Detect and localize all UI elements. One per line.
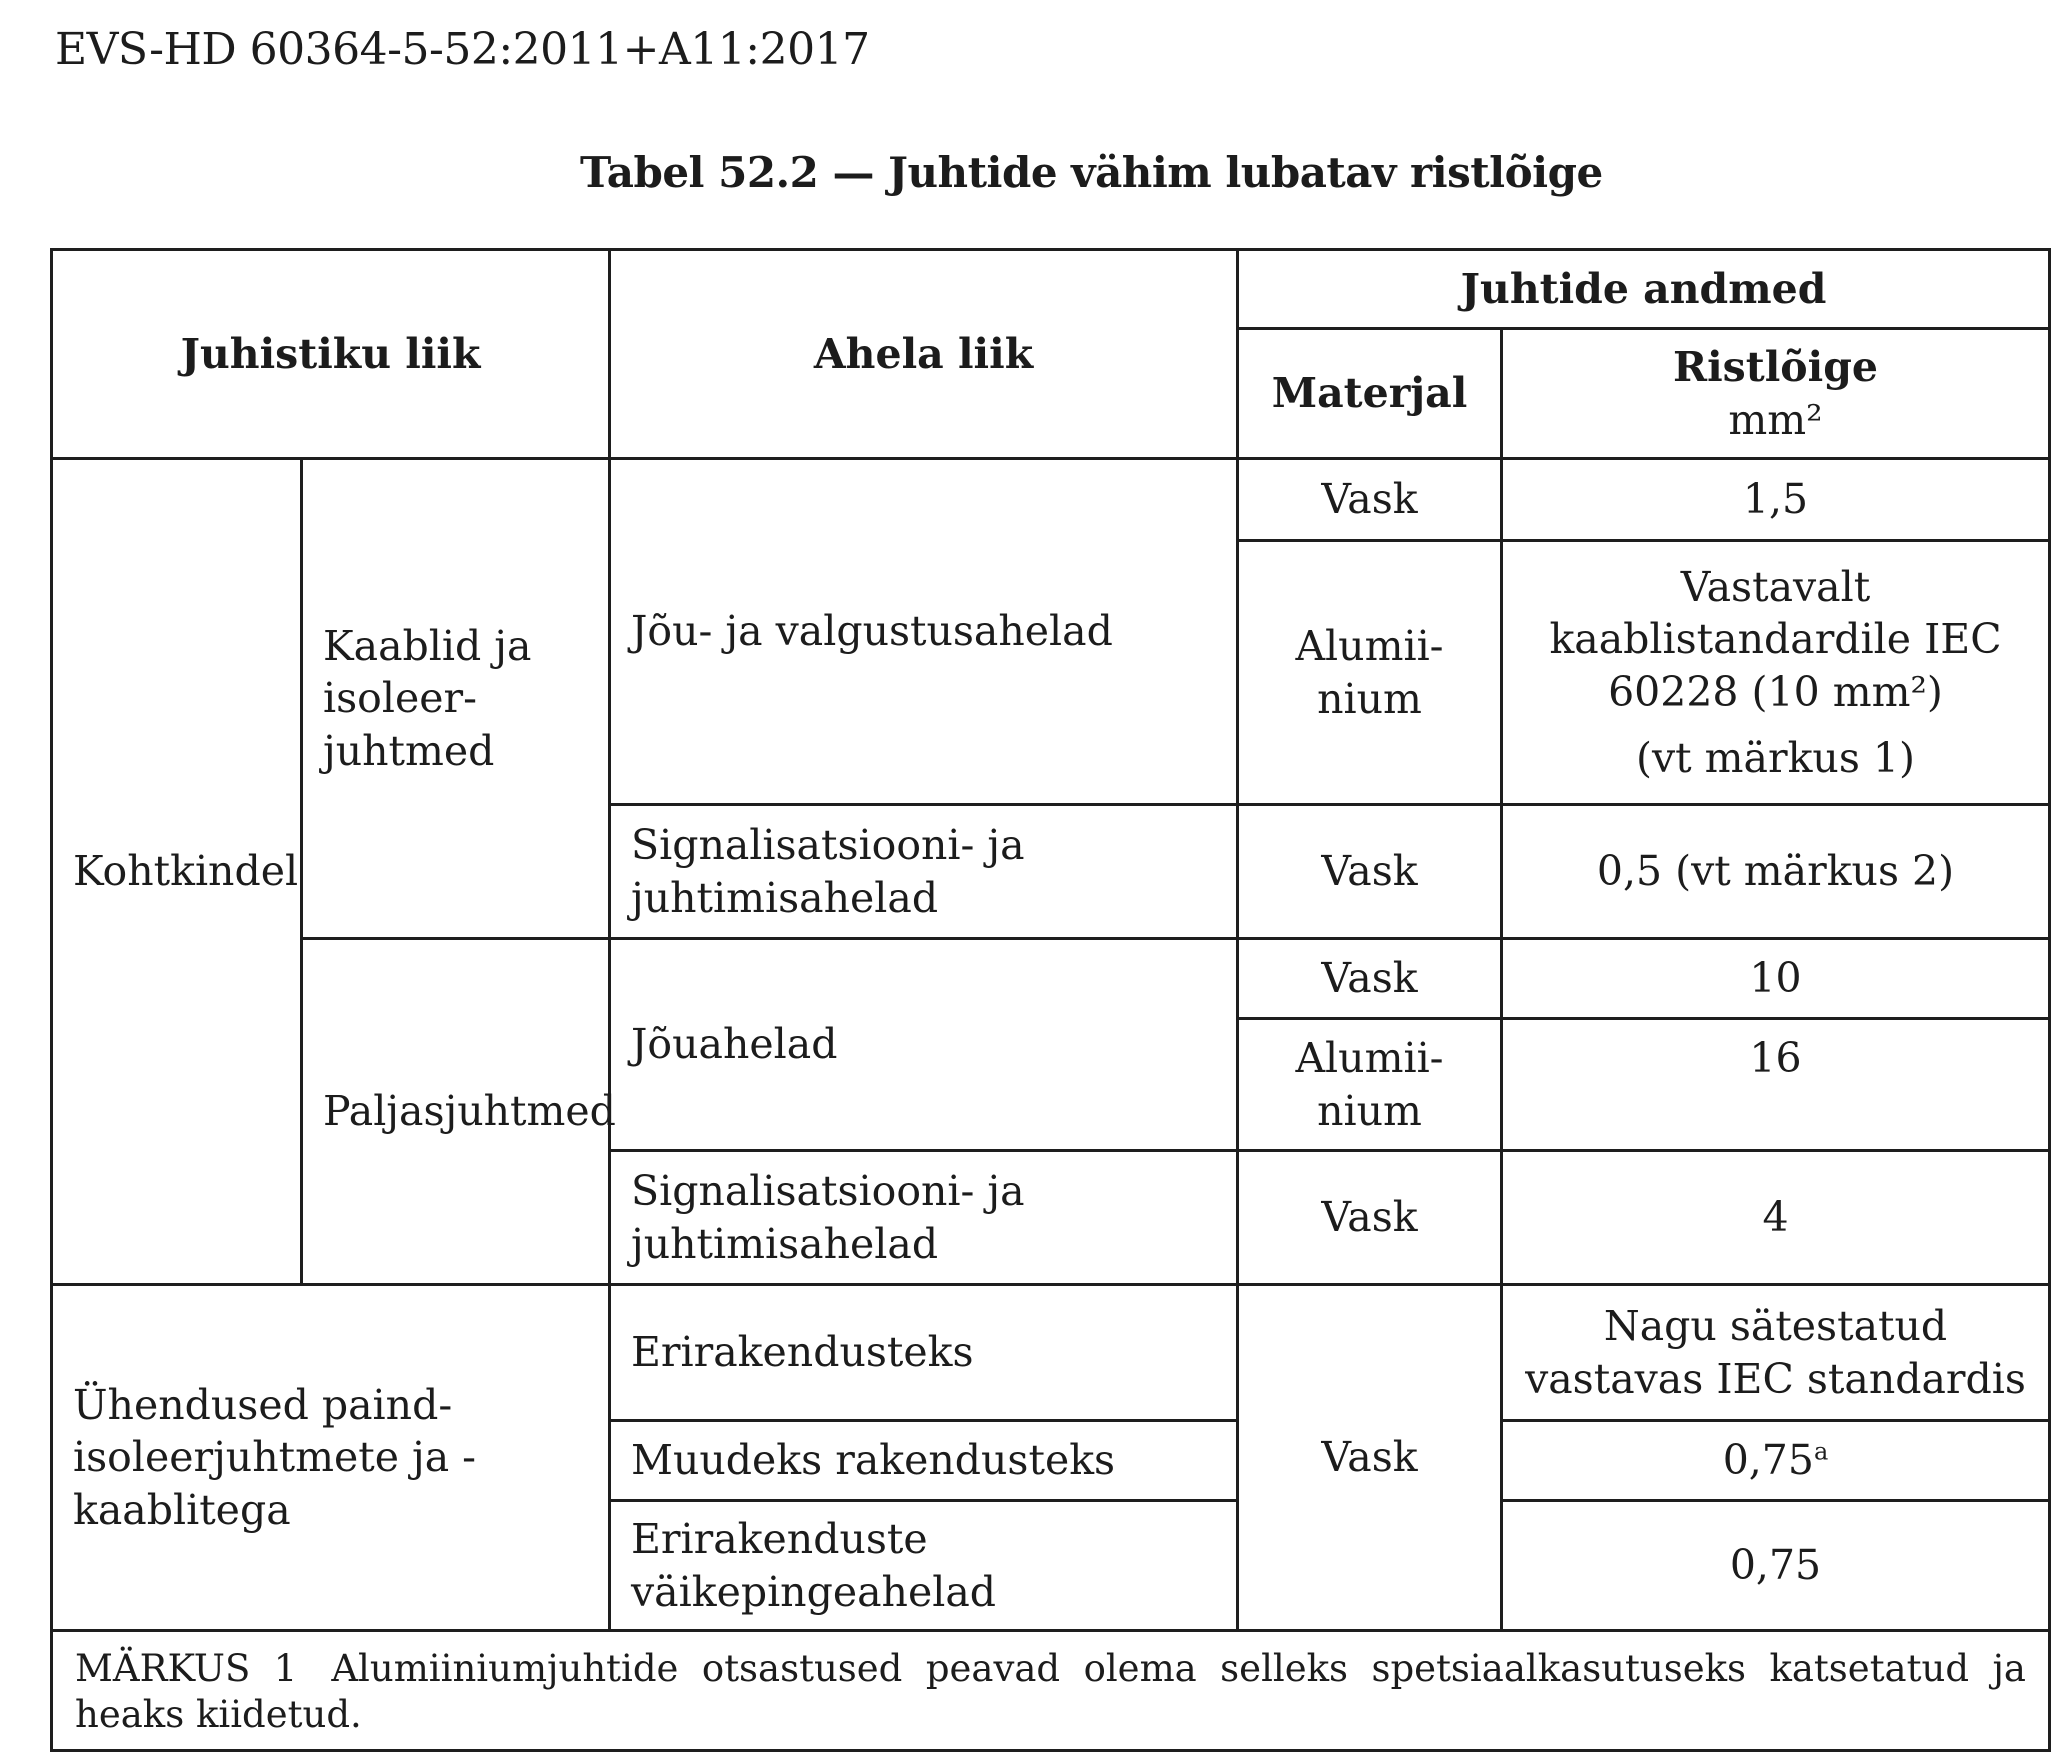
cross-section-table [50, 248, 2051, 1752]
header-cross-section-label: Ristlõige [1673, 343, 1878, 392]
row-power-circuits: Jõuahelad [610, 939, 1238, 1151]
value-4: 4 [1502, 1151, 2050, 1285]
note-1 [52, 1631, 2050, 1751]
value-cable-standard [1502, 541, 2050, 805]
row-cables-insulated: Kaablid ja isoleer-juhtmed [302, 459, 610, 939]
material-copper: Vask [1238, 805, 1502, 939]
material-aluminium: Alumii-nium [1238, 541, 1502, 805]
row-signal-control: Signalisatsiooni- ja juhtimisahelad [610, 1151, 1238, 1285]
value-10: 10 [1502, 939, 2050, 1019]
header-circuit-type: Ahela liik [610, 250, 1238, 459]
header-installation-type: Juhistiku liik [52, 250, 610, 459]
footnote-marker: a [1813, 1437, 1829, 1466]
value-cable-standard-text: Vastavalt kaablistandardile IEC 60228 (10 mm²) [1549, 562, 2002, 716]
note-text: Alumiiniumjuhtide otsastused peavad olema selleks spetsiaalkasutuseks katsetatud ja heaks kiidetud. [75, 1647, 2026, 1737]
material-copper: Vask [1238, 1285, 1502, 1631]
header-cross-section [1502, 329, 2050, 459]
row-other-applications: Muudeks rakendusteks [610, 1421, 1238, 1501]
row-special-applications: Erirakendusteks [610, 1285, 1238, 1421]
material-copper: Vask [1238, 939, 1502, 1019]
row-power-lighting: Jõu- ja valgustusahelad [610, 459, 1238, 805]
material-aluminium: Alumii-nium [1238, 1019, 1502, 1151]
row-special-elv: Erirakenduste väikepingeahelad [610, 1501, 1238, 1631]
value-0-75-footnote [1502, 1421, 2050, 1501]
value-1-5: 1,5 [1502, 459, 2050, 541]
value-see-note-1: (vt märkus 1) [1636, 733, 1915, 782]
header-cross-section-unit: mm² [1728, 395, 1823, 444]
value-0-5: 0,5 (vt märkus 2) [1502, 805, 2050, 939]
value-iec-standard: Nagu sätestatud vastavas IEC standardis [1502, 1285, 2050, 1421]
material-copper: Vask [1238, 1151, 1502, 1285]
row-bare-conductors: Paljasjuhtmed [302, 939, 610, 1285]
row-signal-control: Signalisatsiooni- ja juhtimisahelad [610, 805, 1238, 939]
document-id: EVS-HD 60364-5-52:2011+A11:2017 [55, 24, 870, 75]
value-0-75: 0,75 [1722, 1436, 1814, 1485]
table-title: Tabel 52.2 — Juhtide vähim lubatav ristlõige [580, 148, 1603, 197]
header-conductor-data: Juhtide andmed [1238, 250, 2050, 329]
header-material: Materjal [1238, 329, 1502, 459]
row-fixed: Kohtkindel [52, 459, 302, 1285]
material-copper: Vask [1238, 459, 1502, 541]
row-flexible-connections: Ühendused paind-isoleerjuhtmete ja -kaablitega [52, 1285, 610, 1631]
note-label: MÄRKUS 1 [75, 1647, 298, 1690]
value-0-75: 0,75 [1502, 1501, 2050, 1631]
value-16: 16 [1502, 1019, 2050, 1151]
